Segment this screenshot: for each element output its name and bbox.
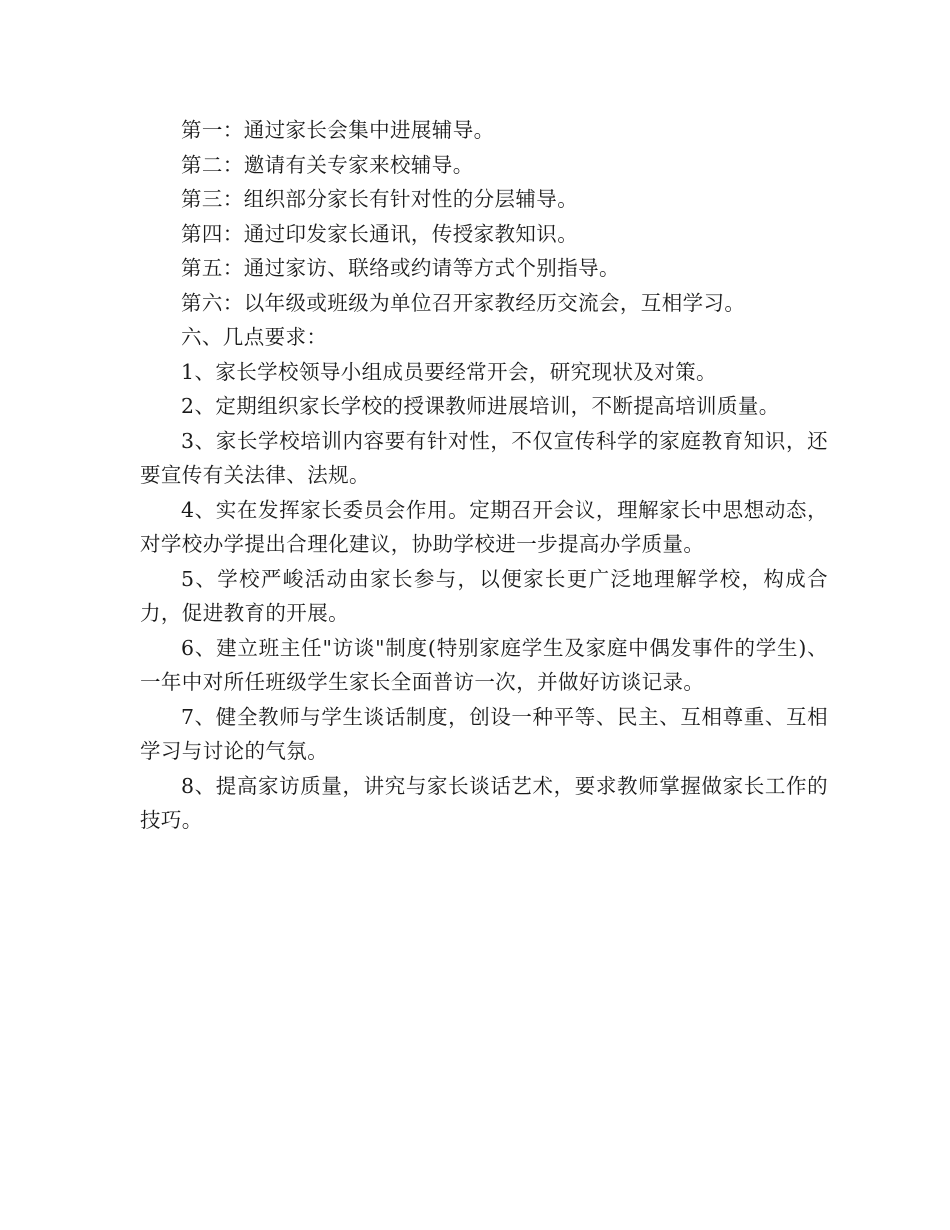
paragraph-requirement-4: 4、实在发挥家长委员会作用。定期召开会议，理解家长中思想动态，对学校办学提出合理化建议，协助学校进一步提高办学质量。 <box>140 497 828 556</box>
section-heading-requirements: 六、几点要求： <box>181 325 328 349</box>
paragraph-requirement-7: 7、健全教师与学生谈话制度，创设一种平等、民主、互相尊重、互相学习与讨论的气氛。 <box>140 704 828 763</box>
paragraph-requirement-2: 2、定期组织家长学校的授课教师进展培训，不断提高培训质量。 <box>181 394 780 418</box>
paragraph-method-6: 第六：以年级或班级为单位召开家教经历交流会，互相学习。 <box>181 290 746 315</box>
paragraph-method-1: 第一：通过家长会集中进展辅导。 <box>181 118 495 142</box>
paragraph-requirement-6: 6、建立班主任"访谈"制度(特别家庭学生及家庭中偶发事件的学生)、一年中对所任班级学生家长全面普访一次，并做好访谈记录。 <box>140 635 828 694</box>
paragraph-requirement-1: 1、家长学校领导小组成员要经常开会，研究现状及对策。 <box>181 359 717 384</box>
paragraph-method-3: 第三：组织部分家长有针对性的分层辅导。 <box>181 187 579 211</box>
paragraph-requirement-5: 5、学校严峻活动由家长参与，以便家长更广泛地理解学校，构成合力，促进教育的开展。 <box>140 566 828 625</box>
paragraph-method-2: 第二：邀请有关专家来校辅导。 <box>181 152 474 177</box>
paragraph-requirement-8: 8、提高家访质量，讲究与家长谈话艺术，要求教师掌握做家长工作的技巧。 <box>140 773 828 832</box>
paragraph-requirement-3: 3、家长学校培训内容要有针对性，不仅宣传科学的家庭教育知识，还要宣传有关法律、法规。 <box>140 428 828 487</box>
paragraph-method-5: 第五：通过家访、联络或约请等方式个别指导。 <box>181 256 620 280</box>
paragraph-method-4: 第四：通过印发家长通讯，传授家教知识。 <box>181 221 579 246</box>
document-body <box>140 113 828 838</box>
